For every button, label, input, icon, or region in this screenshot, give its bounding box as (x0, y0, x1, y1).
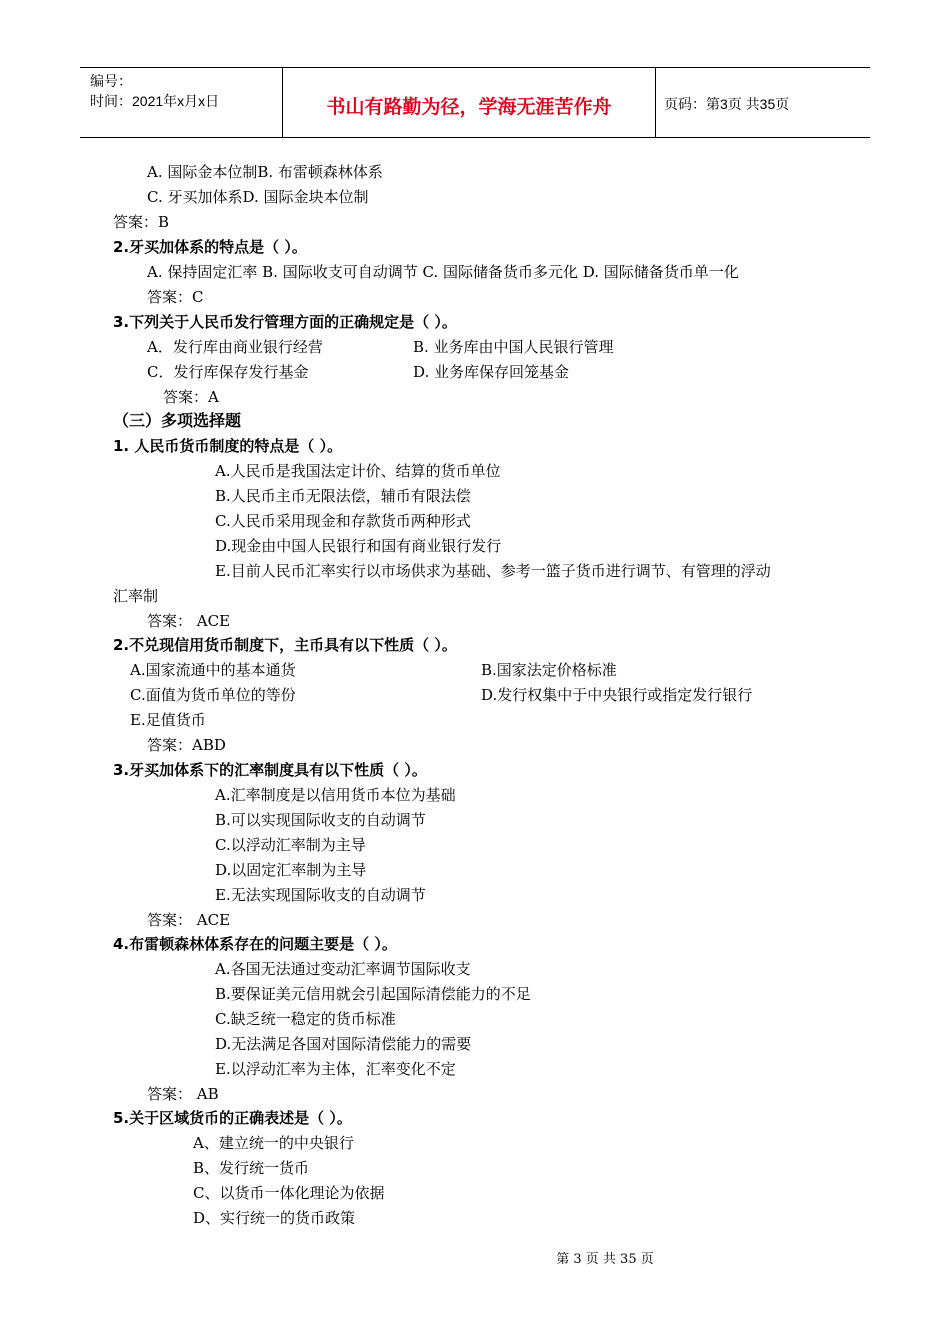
header-center-cell (283, 68, 656, 137)
question-title: 3.牙买加体系下的汇率制度具有以下性质（ ）。 (113, 761, 427, 779)
answer-line: 答案：B (113, 213, 170, 231)
option-line: C.人民币采用现金和存款货币两种形式 (215, 512, 471, 530)
option-line: A.各国无法通过变动汇率调节国际收支 (215, 960, 471, 978)
question-title: 5.关于区域货币的正确表述是（ ）。 (113, 1109, 352, 1127)
option-line: B、发行统一货币 (193, 1159, 310, 1177)
answer-line: 答案： ACE (147, 911, 231, 929)
question-title: 4.布雷顿森林体系存在的问题主要是（ ）。 (113, 935, 397, 953)
option-line: C、以货币一体化理论为依据 (193, 1184, 385, 1202)
option-line: B. 业务库由中国人民银行管理 (413, 338, 614, 356)
motto: 书山有路勤为径，学海无涯苦作舟 (326, 96, 612, 118)
option-line: A、建立统一的中央银行 (193, 1134, 354, 1152)
option-line: B.可以实现国际收支的自动调节 (215, 811, 426, 829)
option-line: E.目前人民币汇率实行以市场供求为基础、参考一篮子货币进行调节、有管理的浮动 (215, 562, 771, 580)
answer-line: 答案： AB (147, 1085, 219, 1103)
option-line: D、实行统一的货币政策 (193, 1209, 356, 1227)
option-line: D. 业务库保存回笼基金 (413, 363, 570, 381)
option-line: C.以浮动汇率制为主导 (215, 836, 366, 854)
question-title: 3.下列关于人民币发行管理方面的正确规定是（ ）。 (113, 313, 457, 331)
section-heading: （三）多项选择题 (113, 411, 242, 430)
option-line: A. 保持固定汇率 B. 国际收支可自动调节 C. 国际储备货币多元化 D. 国际储备货币单一化 (147, 263, 739, 281)
option-line: C．发行库保存发行基金 (147, 363, 309, 381)
page-info: 页码：第3页 共35页 (664, 96, 790, 112)
option-line-wrap: 汇率制 (113, 587, 159, 605)
question-title: 2.不兑现信用货币制度下，主币具有以下性质（ ）。 (113, 636, 457, 654)
number-label: 编号： (90, 73, 132, 89)
answer-line: 答案： ACE (147, 612, 231, 630)
option-line: A.人民币是我国法定计价、结算的货币单位 (215, 462, 501, 480)
option-line: B.国家法定价格标准 (481, 661, 617, 679)
option-line: A.汇率制度是以信用货币本位为基础 (215, 786, 456, 804)
date-label: 时间：2021年x月x日 (90, 93, 220, 109)
option-line: A．发行库由商业银行经营 (147, 338, 323, 356)
option-line: D.以固定汇率制为主导 (215, 861, 367, 879)
option-line: A. 国际金本位制B. 布雷顿森林体系 (147, 163, 383, 181)
question-title: 2.牙买加体系的特点是（ ）。 (113, 238, 307, 256)
option-line: C.面值为货币单位的等份 (130, 686, 296, 704)
option-line: B.人民币主币无限法偿，辅币有限法偿 (215, 487, 471, 505)
option-line: E.以浮动汇率为主体，汇率变化不定 (215, 1060, 456, 1078)
answer-line: 答案：A (163, 388, 219, 406)
answer-line: 答案：ABD (147, 736, 226, 754)
option-line: D.现金由中国人民银行和国有商业银行发行 (215, 537, 502, 555)
header-right-cell (656, 68, 870, 137)
option-line: C. 牙买加体系D. 国际金块本位制 (147, 188, 369, 206)
option-line: A.国家流通中的基本通货 (130, 661, 296, 679)
answer-line: 答案：C (147, 288, 204, 306)
option-line: C.缺乏统一稳定的货币标准 (215, 1010, 396, 1028)
option-line: D.发行权集中于中央银行或指定发行银行 (481, 686, 753, 704)
option-line: D.无法满足各国对国际清偿能力的需要 (215, 1035, 472, 1053)
page-footer (0, 1248, 950, 1267)
option-line: B.要保证美元信用就会引起国际清偿能力的不足 (215, 985, 531, 1003)
option-line: E.足值货币 (130, 711, 206, 729)
option-line: E.无法实现国际收支的自动调节 (215, 886, 426, 904)
header-left-cell (80, 68, 283, 137)
page-header (80, 67, 870, 138)
question-title: 1. 人民币货币制度的特点是（ ）。 (113, 437, 343, 455)
footer-page-number: 第 3 页 共 35 页 (556, 1252, 654, 1267)
